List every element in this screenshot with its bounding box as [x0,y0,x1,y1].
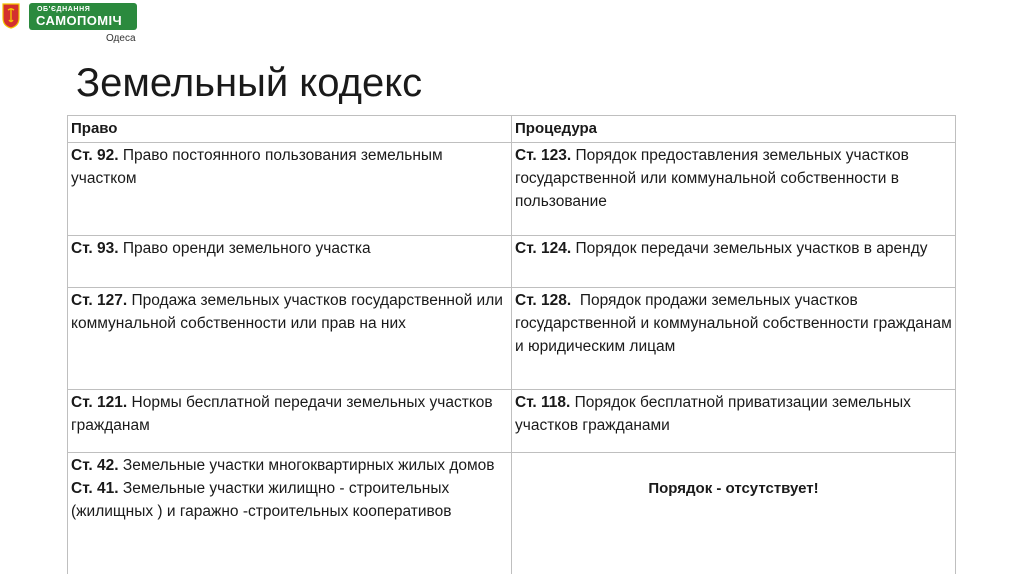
table-row [68,236,956,288]
article-number: Ст. 42. [71,457,119,474]
table-header-row [68,116,956,143]
procedure-cell [512,288,956,390]
right-cell [68,143,512,236]
table-row [68,453,956,574]
article-text: Земельные участки жилищно - строительных (жилищных ) и гаражно -строительных кооперативов [71,480,452,520]
right-cell [68,288,512,390]
brand-small-text: ОБ'ЄДНАННЯ [37,6,91,13]
article-number: Ст. 93. [71,240,119,257]
right-cell [68,236,512,288]
odesa-crest-icon [2,3,20,29]
table-row [68,390,956,453]
article-entry [71,477,508,523]
article-text: Продажа земельных участков государственной или коммунальной собственности или прав на них [71,292,503,332]
article-text: Нормы бесплатной передачи земельных участков гражданам [71,394,493,434]
article-number: Ст. 41. [71,480,119,497]
article-number: Ст. 121. [71,394,128,411]
table-row [68,288,956,390]
article-text: Порядок бесплатной приватизации земельных участков гражданами [515,394,911,434]
article-number: Ст. 118. [515,394,571,411]
article-number: Ст. 124. [515,240,572,257]
article-number: Ст. 128. [515,292,572,309]
column-header-right: Право [68,116,512,143]
article-text: Земельные участки многоквартирных жилых домов [118,457,495,474]
column-header-procedure: Процедура [512,116,956,143]
code-table-container [67,115,955,574]
procedure-cell [512,390,956,453]
article-text: Порядок продажи земельных участков государственной и коммунальной собственности гражданам и юридическим лицам [515,292,957,355]
article-text: Право постоянного пользования земельным участком [71,147,443,187]
right-cell [68,390,512,453]
table-row [68,143,956,236]
organization-logo [0,0,150,48]
procedure-cell [512,143,956,236]
brand-badge [29,3,137,30]
article-number: Ст. 127. [71,292,128,309]
article-number: Ст. 123. [515,147,572,164]
code-table [67,115,956,574]
procedure-cell [512,236,956,288]
procedure-cell-missing: Порядок - отсутствует! [512,453,956,574]
right-cell [68,453,512,574]
page-title: Земельный кодекс [76,61,423,105]
article-text: Порядок предоставления земельных участков государственной или коммунальной собственности в пользование [515,147,909,210]
brand-name: САМОПОМІЧ [36,13,123,28]
article-number: Ст. 92. [71,147,119,164]
article-text: Право оренди земельного участка [118,240,371,257]
article-text: Порядок передачи земельных участков в аренду [571,240,928,257]
article-entry [71,454,508,477]
brand-city: Одеса [106,33,136,44]
